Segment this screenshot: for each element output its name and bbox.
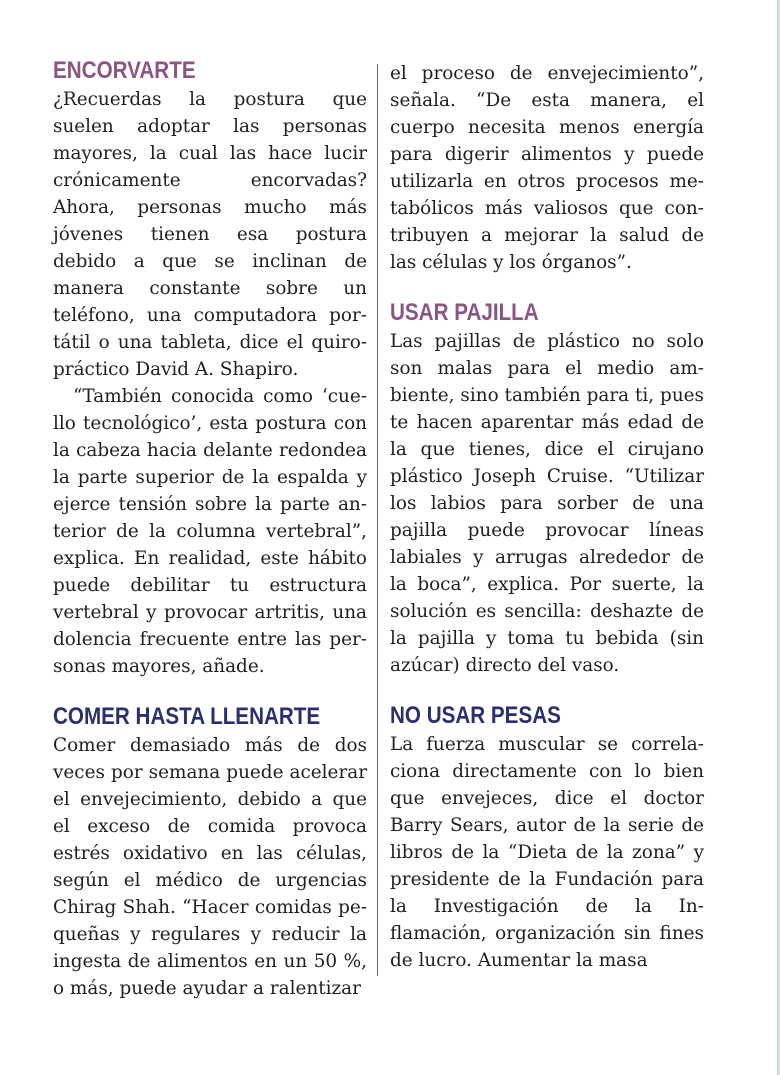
column-divider (377, 64, 378, 976)
section-heading-comer-hasta-llenarte: COMER HASTA LLENARTE (53, 703, 321, 730)
section-heading-no-usar-pesas: NO USAR PESAS (390, 702, 561, 729)
section-spacer (390, 679, 704, 701)
section-heading-encorvarte: ENCORVARTE (53, 57, 196, 84)
body-paragraph: Las pajillas de plástico no solo son malas para el medio ambiente, sino también para ti, pues te hacen aparentar más edad de la que tienes, dice el cirujano plástico Joseph Cruise. “Utilizar los labios para sorber de una pajilla puede provocar líneas labiales y arrugas alrededor de la boca”, explica. Por suerte, la solución es sencilla: deshazte de la pajilla y toma tu bebida (sin azúcar) directo del vaso. (390, 331, 704, 676)
section-spacer (53, 680, 367, 702)
right-column (390, 60, 704, 974)
section-heading-usar-pajilla: USAR PAJILLA (390, 299, 539, 326)
body-paragraph: ¿Recuerdas la postura que suelen adoptar las personas mayores, la cual las hace lucir crónicamente encorvadas? Ahora, personas mucho más jóvenes tienen esa postura debido a que se inclinan de manera constante sobre un teléfono, una computadora portátil o una tableta, dice el quiropráctico David A. Shapiro. (53, 89, 367, 380)
section-spacer (390, 276, 704, 298)
body-paragraph: “También conocida como ‘cuello tecnológico’, esta postura con la cabeza hacia delante redondea la parte superior de la espalda y ejerce tensión sobre la parte anterior de la columna vertebral”, explica. En realidad, este hábito puede debilitar tu estructura vertebral y provocar artritis, una dolencia frecuente entre las personas mayores, añade. (53, 386, 367, 677)
body-paragraph-continuation: el proceso de envejecimiento”, señala. “De esta manera, el cuerpo necesita menos energía para digerir alimentos y puede utilizarla en otros procesos metabólicos más valiosos que contribuyen a mejorar la salud de las células y los órganos”. (390, 63, 704, 273)
left-column (53, 56, 367, 1002)
body-paragraph: La fuerza muscular se correlaciona directamente con lo bien que envejeces, dice el doctor Barry Sears, autor de la serie de libros de la “Dieta de la zona” y presidente de la Fundación para la Investigación de la Inflamación, organización sin fines de lucro. Aumentar la masa (390, 734, 704, 971)
body-paragraph: Comer demasiado más de dos veces por semana puede acelerar el envejecimiento, debido a que el exceso de comida provoca estrés oxidativo en las células, según el médico de urgencias Chirag Shah. “Hacer comidas pequeñas y regulares y reducir la ingesta de alimentos en un 50 %, o más, puede ayudar a ralentizar (53, 735, 367, 999)
